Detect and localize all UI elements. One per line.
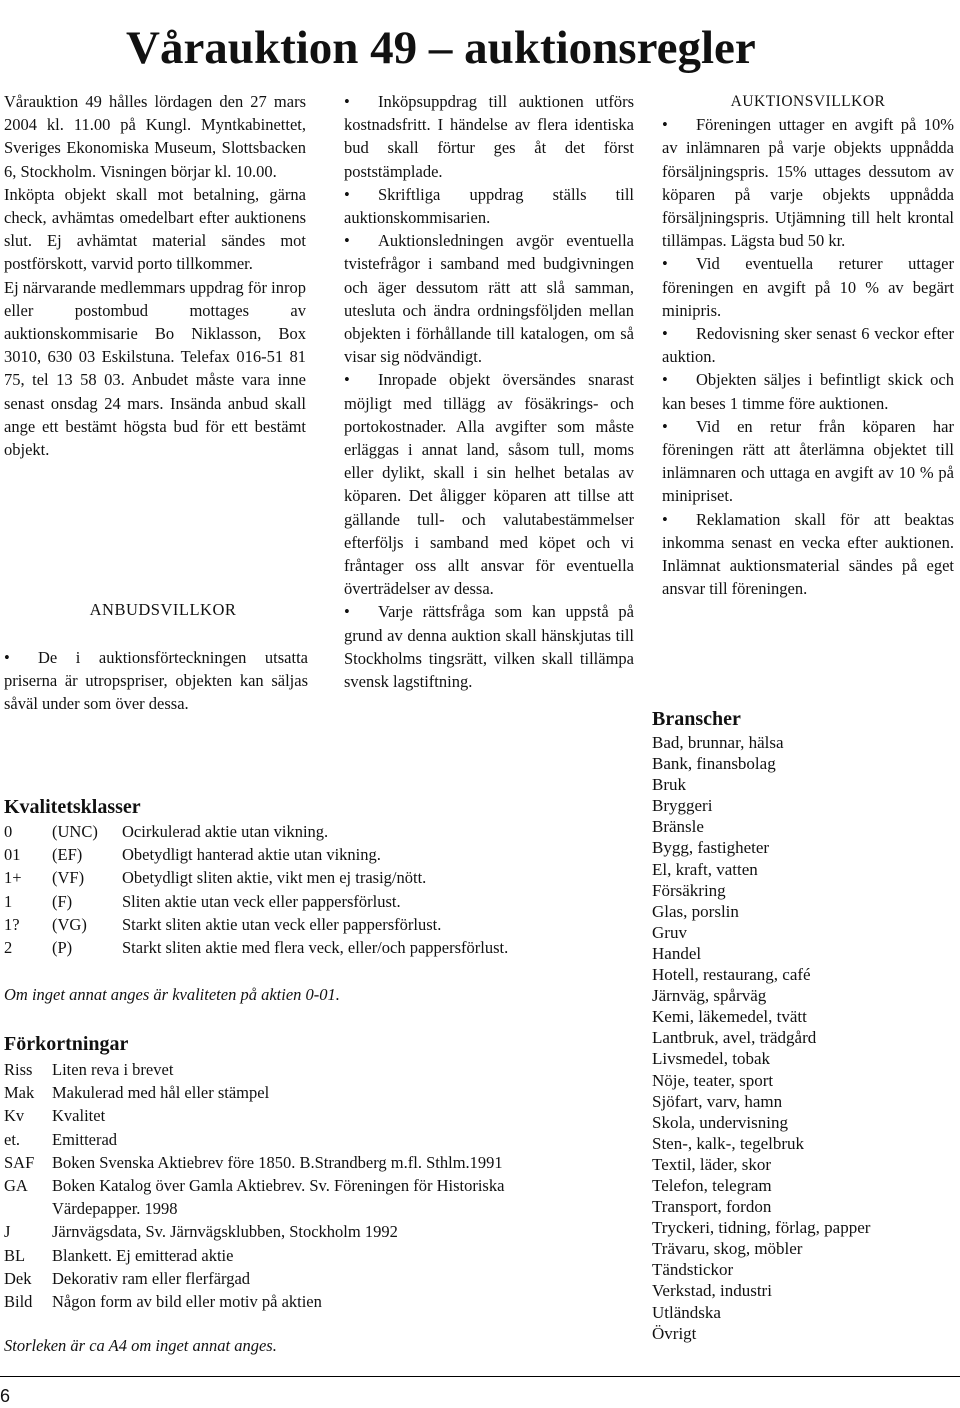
bransch-item: Sten-, kalk-, tegelbruk [652,1133,805,1153]
bransch-item: Utländska [652,1302,721,1322]
table-row [4,1151,642,1174]
intro-column [4,90,306,461]
bullet-icon: • [662,115,668,135]
anbud-item: De i auktionsförteckningen utsatta priserna är utropspriser, objekten kan säljas såväl under som över dessa. [4,648,308,714]
bransch-item: Verkstad, industri [652,1281,772,1301]
bransch-item: Bank, finansbolag [652,754,776,774]
abbr-value: Blankett. Ej emitterad aktie [52,1245,234,1265]
villkor-item [662,252,954,322]
bransch-item: El, kraft, vatten [652,859,758,879]
rule-item [344,183,634,229]
table-row [4,866,508,889]
abbr-value: Liten reva i brevet [52,1060,174,1079]
quality-code: 1? [4,914,20,934]
abbr-value: Dekorativ ram eller flerfärgad [52,1268,251,1288]
intro-paragraph: Ej närvarande medlemmars uppdrag för inrop eller postombud mottages av auktionskommisarie Bo Niklasson, Box 3010, 630 03 Eskilstuna. Telefax 016-51 81 75, tel 13 58 03. Anbudet måste vara inne senast onsdag 24 mars. Insända anbud skall ange ett bestämt högsta bud för ett bestämt objekt. [4,277,306,460]
abbr-value: Boken Katalog över Gamla Aktiebrev. Sv. Föreningen för Historiska Värdepapper. 1998 [52,1176,505,1219]
bransch-item: Bränsle [652,817,704,837]
villkor-item [662,415,954,508]
quality-code: 1+ [4,868,22,888]
rule-text: Inköpsuppdrag till auktionen utförs kostnadsfritt. I händelse av flera identiska bud skall förtur ges åt det först poststämplade. [344,92,634,181]
anbudsvillkor-heading: ANBUDSVILLKOR [89,600,237,619]
abbr-key: Bild [4,1292,33,1312]
bullet-icon: • [344,231,350,251]
table-row [4,913,508,936]
quality-abbr: (UNC) [52,822,98,841]
abbr-key: GA [4,1176,28,1196]
quality-abbr: (F) [52,891,73,911]
intro-paragraph: Inköpta objekt skall mot betalning, gärna check, avhämtas omedelbart efter auktionens slut. Ej avhämtat material sändes mot postförskott, varvid porto tillkommer. [4,184,306,274]
quality-desc: Starkt sliten aktie utan veck eller pappersförlust. [122,914,442,934]
table-row [4,1104,642,1127]
villkor-item [662,368,954,414]
bransch-item: Livsmedel, tobak [652,1049,771,1069]
table-row [4,1290,642,1313]
bransch-item: Tändstickor [652,1260,734,1280]
quality-code: 0 [4,822,13,841]
bransch-item: Bad, brunnar, hälsa [652,733,784,752]
villkor-text: Objekten säljes i befintligt skick och kan beses 1 timme före auktionen. [662,370,954,413]
table-row [4,890,508,913]
rule-item [344,368,634,600]
branscher-list [652,732,870,1344]
table-row [4,1244,642,1267]
bullet-icon: • [344,184,350,204]
rule-text: Skriftliga uppdrag ställs till auktionskommisarien. [344,184,634,228]
bullet-icon: • [662,416,668,436]
abbr-value: Makulerad med hål eller stämpel [52,1083,270,1103]
bransch-item: Gruv [652,922,687,942]
table-row [4,1267,642,1290]
villkor-item [662,113,954,252]
intro-paragraph: Vårauktion 49 hålles lördagen den 27 mars 2004 kl. 11.00 på Kungl. Myntkabinettet, Sveriges Ekonomiska Museum, Slottsbacken 6, Stockholm. Visningen börjar kl. 10.00. [4,92,306,181]
bransch-item: Skola, undervisning [652,1112,788,1132]
villkor-text: Redovisning sker senast 6 veckor efter auktion. [662,324,954,367]
quality-note: Om inget annat anges är kvaliteten på aktien 0-01. [4,985,340,1004]
villkor-text: Vid eventuella returer uttager föreningen en avgift på 10 % av begärt minipris. [662,254,954,320]
bransch-item: Bruk [652,775,686,795]
abbr-key: J [4,1222,11,1242]
abbr-key: et. [4,1129,21,1149]
page-number: 6 [0,1386,11,1406]
rule-item [344,90,634,183]
quality-desc: Starkt sliten aktie med flera veck, eller/och pappersförlust. [122,937,509,957]
bransch-item: Järnväg, spårväg [652,986,767,1006]
abbr-value: Emitterad [52,1129,118,1149]
bullet-icon: • [662,324,668,344]
table-row [4,936,508,959]
quality-abbr: (EF) [52,845,83,865]
bullet-icon: • [662,254,668,274]
bullet-icon: • [662,509,668,529]
table-row [4,1128,642,1151]
quality-code: 1 [4,891,13,911]
bransch-item: Bryggeri [652,796,713,816]
bransch-item: Sjöfart, varv, hamn [652,1091,783,1111]
bransch-item: Lantbruk, avel, trädgård [652,1028,817,1048]
size-note: Storleken är ca A4 om inget annat anges. [4,1336,277,1355]
villkor-text: Reklamation skall för att beaktas inkomma senast en vecka efter auktionen. Inlämnat auktionsmaterial sändes på eget ansvar till föreningen. [662,509,954,599]
bullet-icon: • [344,370,350,390]
bullet-icon: • [344,92,350,111]
abbr-key: SAF [4,1152,35,1172]
quality-desc: Sliten aktie utan veck eller pappersförlust. [122,891,401,911]
bransch-item: Övrigt [652,1323,697,1343]
abbr-key: Kv [4,1106,25,1126]
rule-item [344,600,634,693]
rule-text: Varje rättsfråga som kan uppstå på grund av denna auktion skall hänskjutas till Stockholms tingsrätt, vilken skall tillämpa svensk lagstiftning. [344,602,634,692]
rule-text: Inropade objekt översändes snarast möjligt med tillägg av fösäkrings- och portokostnader. Alla avgifter som måste erläggas i annat land, såsom tull, moms eller dylikt, skall i sin helhet betalas av köparen. Det åligger köparen att tillse att gällande tull- och valutabestämmelser efterföljs i samband med köpet och vi fråntager oss allt ansvar för eventuella överträdelser av dessa. [344,370,634,599]
bransch-item: Nöje, teater, sport [652,1070,774,1090]
abbr-value: Någon form av bild eller motiv på aktien [52,1292,322,1312]
abbr-key: Riss [4,1060,33,1079]
bransch-item: Transport, fordon [652,1197,772,1217]
quality-code: 2 [4,937,13,957]
bullet-icon: • [344,602,350,622]
bransch-item: Kemi, läkemedel, tvätt [652,1007,807,1027]
villkor-text: Vid en retur från köparen har föreningen rätt att återlämna objektet till inlämnaren och uttaga en avgift av 10 % på minipriset. [662,416,954,506]
quality-desc: Obetydligt sliten aktie, vikt men ej trasig/nött. [122,868,427,888]
table-row [4,1174,642,1220]
auktionsvillkor-heading: AUKTIONSVILLKOR [730,93,886,110]
bransch-item: Bygg, fastigheter [652,838,770,858]
table-row [4,843,508,866]
bransch-item: Tryckeri, tidning, förlag, papper [652,1218,871,1238]
villkor-item [662,322,954,368]
bransch-item: Glas, porslin [652,901,739,921]
bransch-item: Trävaru, skog, möbler [652,1239,803,1259]
kvalitetsklasser-table [4,820,508,959]
abbr-value: Boken Svenska Aktiebrev före 1850. B.Strandberg m.fl. Sthlm.1991 [52,1152,503,1172]
table-row [4,1058,642,1081]
bransch-item: Telefon, telegram [652,1175,772,1195]
footer-rule [0,1376,960,1377]
quality-abbr: (VF) [52,868,85,888]
quality-abbr: (VG) [52,914,87,934]
quality-code: 01 [4,845,21,865]
anbudsvillkor-list [4,646,308,716]
table-row [4,820,508,843]
rules-column [344,90,634,693]
table-row [4,1220,642,1243]
branscher-heading: Branscher [652,708,741,730]
abbr-value: Järnvägsdata, Sv. Järnvägsklubben, Stockholm 1992 [52,1222,398,1242]
quality-desc: Obetydligt hanterad aktie utan vikning. [122,845,381,865]
abbr-key: BL [4,1245,26,1265]
table-row [4,1081,642,1104]
kvalitetsklasser-heading: Kvalitetsklasser [4,796,141,818]
forkortningar-heading: Förkortningar [4,1033,129,1055]
bransch-item: Försäkring [652,880,726,900]
villkor-item [662,508,954,601]
bransch-item: Handel [652,943,702,963]
abbr-key: Mak [4,1083,35,1103]
rule-text: Auktionsledningen avgör eventuella tvistefrågor i samband med budgivningen och äger dessutom rätt att slå samman, utesluta och ändra ordningsföljden mellan objekten i förhållande till katalogen, om så visar sig nödvändigt. [344,231,634,367]
page-title: Vårauktion 49 – auktionsregler [126,22,756,74]
quality-desc: Ocirkulerad aktie utan vikning. [122,822,329,841]
bransch-item: Textil, läder, skor [652,1154,771,1174]
bullet-icon: • [4,648,10,667]
rule-item [344,229,634,368]
forkortningar-table [4,1058,642,1313]
abbr-value: Kvalitet [52,1106,106,1126]
bransch-item: Hotell, restaurang, café [652,965,811,985]
abbr-key: Dek [4,1268,32,1288]
villkor-text: Föreningen uttager en avgift på 10% av inlämnaren på varje objekts uppnådda försäljningspris. 15% uttages dessutom av köparen på varje objekts uppnådda försäljningspris. Utjämning till helt krontal tillämpas. Lägsta bud 50 kr. [662,115,954,251]
auktionsvillkor-column [662,90,954,600]
bullet-icon: • [662,370,668,390]
quality-abbr: (P) [52,937,73,957]
